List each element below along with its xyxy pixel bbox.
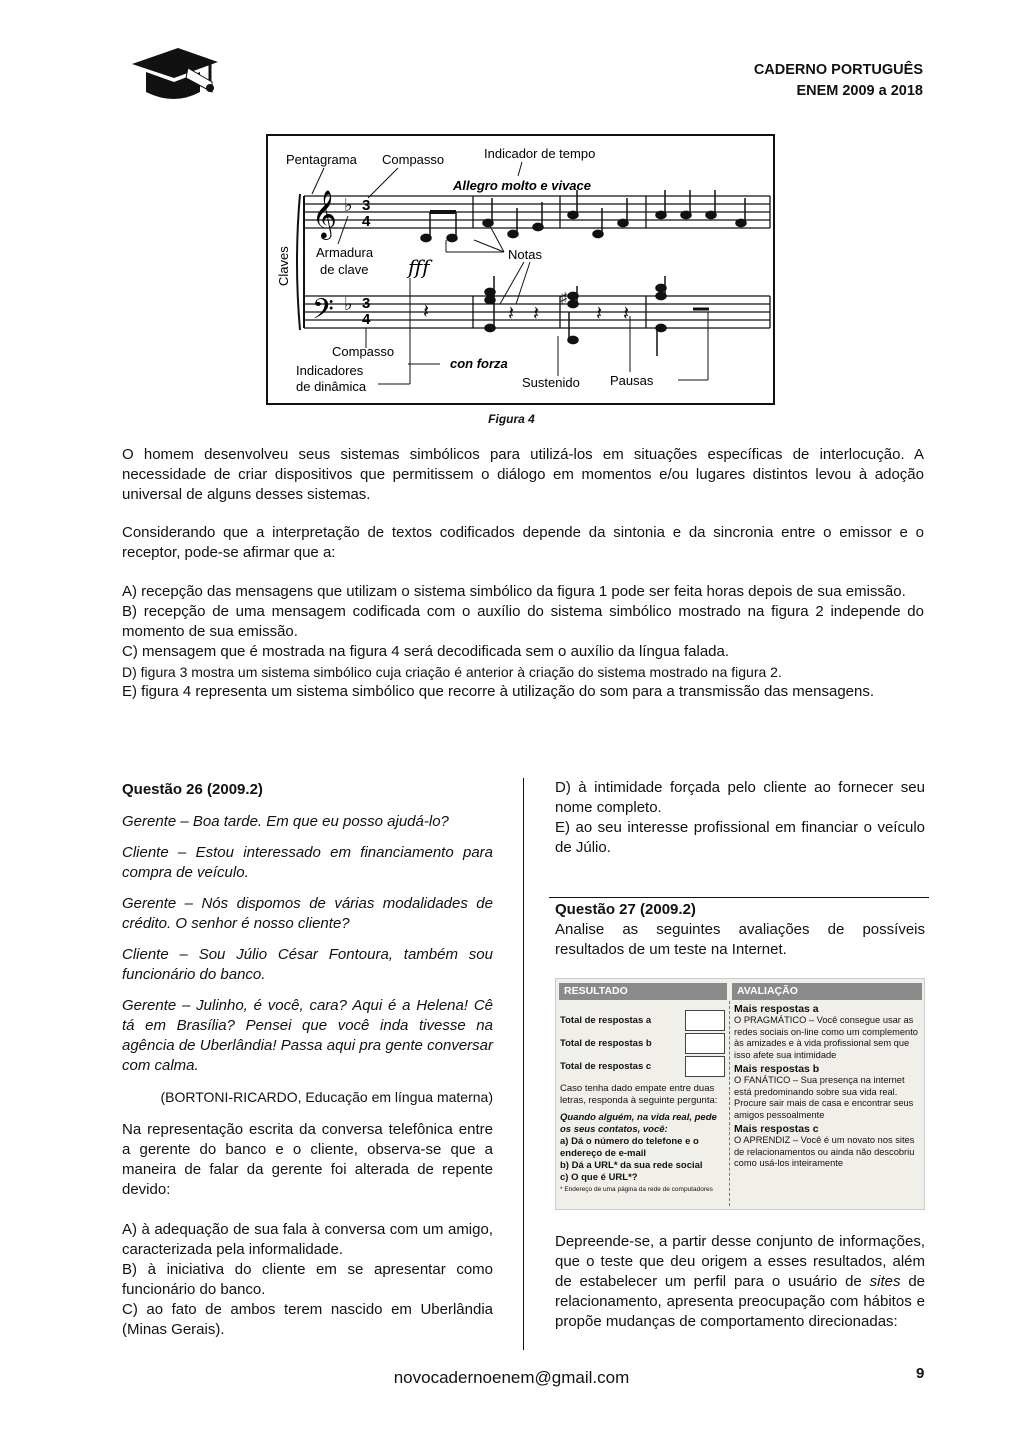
svg-text:𝄽: 𝄽	[623, 303, 630, 325]
q27-question	[555, 1232, 925, 1332]
label-con-forza: con forza	[450, 356, 508, 371]
notes-bottom	[423, 276, 709, 356]
intro-paragraph-2: Considerando que a interpretação de textos codificados depende da sintonia e da sincronia entre o emissor e o receptor, pode-se afirmar que a:	[122, 524, 924, 561]
label-indicadores: Indicadores	[296, 363, 364, 378]
bass-clef-icon: 𝄢	[312, 293, 334, 333]
label-de-clave: de clave	[320, 262, 369, 277]
label-tempo: Allegro molto e vivace	[453, 178, 591, 193]
label-sustenido: Sustenido	[522, 375, 580, 390]
option-a: A) recepção das mensagens que utilizam o sistema simbólico da figura 1 pode ser feita horas depois de sua emissão.	[122, 583, 906, 600]
question-divider	[549, 897, 929, 898]
time-sig-bottom: 4	[362, 311, 371, 328]
intro-paragraph-1: O homem desenvolveu seus sistemas simbólicos para utilizá-los em situações específicas de interlocução. A necessidade de criar dispositivos que permitissem o diálogo em momentos e/ou lugares distintos levou à adoção universal de alguns desses sistemas.	[122, 446, 924, 503]
q26-option-a: A) à adequação de sua fala à conversa com um amigo, caracterizada pela informalidade.	[122, 1221, 493, 1258]
graduation-cap-logo	[128, 42, 220, 106]
svg-text:𝄽: 𝄽	[508, 303, 515, 325]
q27-after-em: sites	[869, 1273, 901, 1290]
q26-option-d: D) à intimidade forçada pelo cliente ao fornecer seu nome completo.	[555, 779, 925, 816]
resposta-b: b) Dá a URL* da sua rede social	[560, 1160, 703, 1171]
option-e: E) figura 4 representa um sistema simbólico que recorre à utilização do som para a transmissão das mensagens.	[122, 683, 875, 700]
treble-clef-icon: 𝄞	[312, 189, 337, 238]
label-compasso-top: Compasso	[382, 152, 445, 167]
avaliacao-a-title: Mais respostas a	[734, 1003, 819, 1015]
header-line1: CADERNO PORTUGUÊS	[753, 62, 923, 78]
footer-email: novocadernoenem@gmail.com	[393, 1368, 630, 1387]
question-26	[122, 780, 493, 1340]
total-a: Total de respostas a	[560, 1014, 652, 1026]
q27-intro: Analise as seguintes avaliações de possíveis resultados de um teste na Internet.	[555, 921, 925, 958]
intro-options	[122, 582, 924, 702]
label-pausas: Pausas	[610, 373, 654, 388]
svg-text:𝄽: 𝄽	[596, 303, 603, 325]
avaliacao-c-title: Mais respostas c	[734, 1123, 819, 1136]
figure-caption: Figura 4	[488, 412, 535, 426]
option-d: D) figura 3 mostra um sistema simbólico cuja criação é anterior à criação do sistema mostrado na figura 2.	[122, 664, 782, 680]
time-sig-top: 3	[362, 197, 371, 214]
q26-options-continued	[555, 778, 925, 858]
time-sig-bottom: 4	[362, 213, 371, 230]
column-divider	[523, 778, 524, 1350]
nota-text: * Endereço de uma página da rede de computadores	[560, 1186, 713, 1193]
answer-box	[685, 1033, 725, 1054]
answer-box	[685, 1010, 725, 1031]
music-score-svg	[268, 136, 773, 403]
resposta-a: a) Dá o número do telefone e o endereço de e-mail	[560, 1136, 699, 1159]
q27-title: Questão 27 (2009.2)	[555, 901, 696, 918]
resposta-c: c) O que é URL*?	[560, 1172, 638, 1183]
q26-dialog-4: Cliente – Sou Júlio César Fontoura, também sou funcionário do banco.	[122, 946, 493, 983]
avaliacao-header: AVALIAÇÃO	[732, 983, 922, 1000]
avaliacao-b-title: Mais respostas b	[734, 1063, 820, 1076]
question-27	[555, 900, 925, 960]
q26-option-c: C) ao fato de ambos terem nascido em Uberlândia (Minas Gerais).	[122, 1301, 493, 1338]
q26-dialog-2: Cliente – Estou interessado em financiamento para compra de veículo.	[122, 844, 493, 881]
total-b: Total de respostas b	[560, 1037, 652, 1049]
label-indicador-tempo: Indicador de tempo	[484, 146, 596, 161]
label-compasso-bottom: Compasso	[332, 344, 395, 359]
svg-text:♯: ♯	[560, 289, 567, 305]
q26-dialog-1: Gerente – Boa tarde. Em que eu posso ajudá-lo?	[122, 813, 449, 830]
label-dynamic-mark: fff	[408, 255, 430, 279]
q26-title: Questão 26 (2009.2)	[122, 781, 263, 798]
avaliacao-c-text: O APRENDIZ – Você é um novato nos sites de relacionamentos ou ainda não descobriu como usá-los inteiramente	[734, 1135, 915, 1169]
q26-option-b: B) à iniciativa do cliente em se apresentar como funcionário do banco.	[122, 1261, 493, 1298]
avaliacao-a-text: O PRAGMÁTICO – Você consegue usar as redes sociais on-line como um complemento às amizades e à vida profissional sem que isso afete sua intimidade	[734, 1015, 918, 1060]
quiz-result-image	[555, 978, 925, 1210]
q27-after-post: de relacionamento, apresenta preocupação com hábitos e propõe mudanças de comportamento direcionadas:	[555, 1273, 926, 1330]
label-de-dinamica: de dinâmica	[296, 379, 367, 394]
total-c: Total de respostas c	[560, 1060, 652, 1072]
q26-dialog-5: Gerente – Julinho, é você, cara? Aqui é a Helena! Cê tá em Brasília? Pensei que você inda tivesse na agência de Uberlândia! Passa aqui pra gente conversar com calma.	[122, 997, 493, 1074]
option-c: C) mensagem que é mostrada na figura 4 será decodificada sem o auxílio da língua falada.	[122, 643, 730, 660]
flat-icon: ♭	[344, 195, 353, 215]
label-pentagrama: Pentagrama	[286, 152, 357, 167]
time-sig-top: 3	[362, 295, 371, 312]
q26-options	[122, 1220, 493, 1340]
q26-dialog-3: Gerente – Nós dispomos de várias modalidades de crédito. O senhor é nosso cliente?	[122, 895, 493, 932]
header	[754, 60, 923, 102]
q26-question: Na representação escrita da conversa telefônica entre a gerente do banco e o cliente, observa-se que a maneira de falar da gerente foi alterada de repente devido:	[122, 1121, 493, 1198]
label-armadura: Armadura	[316, 245, 374, 260]
resultado-column	[560, 1009, 725, 1194]
header-line2: ENEM 2009 a 2018	[796, 83, 923, 99]
q27-after-pre: Depreende-se, a partir desse conjunto de informações, que o teste que deu origem a esses resultados, além de estabelecer um perfil para o usuário de	[555, 1233, 925, 1290]
pergunta-text: Quando alguém, na vida real, pede os seus contatos, você:	[560, 1112, 717, 1135]
q26-source: (BORTONI-RICARDO, Educação em língua materna)	[160, 1089, 493, 1105]
label-notas: Notas	[508, 247, 542, 262]
empate-text: Caso tenha dado empate entre duas letras, responda à seguinte pergunta:	[560, 1083, 718, 1106]
svg-text:𝄽: 𝄽	[533, 303, 540, 325]
notes-top	[421, 190, 746, 242]
q26-option-e: E) ao seu interesse profissional em financiar o veículo de Júlio.	[555, 819, 925, 856]
flat-icon: ♭	[344, 294, 353, 314]
resultado-header: RESULTADO	[559, 983, 727, 1000]
music-notation-figure	[266, 134, 775, 405]
label-claves: Claves	[276, 246, 291, 286]
svg-text:𝄽: 𝄽	[423, 301, 430, 323]
answer-box	[685, 1056, 725, 1077]
option-b: B) recepção de uma mensagem codificada com o auxílio do sistema simbólico mostrado na figura 2 independe do momento de sua emissão.	[122, 603, 924, 640]
avaliacao-column	[734, 1004, 922, 1170]
page-number: 9	[916, 1365, 925, 1382]
avaliacao-b-text: O FANÁTICO – Sua presença na internet está predominando sobre sua vida real. Procure sair mais de casa e encontrar seus amigos pessoalmente	[734, 1075, 914, 1120]
